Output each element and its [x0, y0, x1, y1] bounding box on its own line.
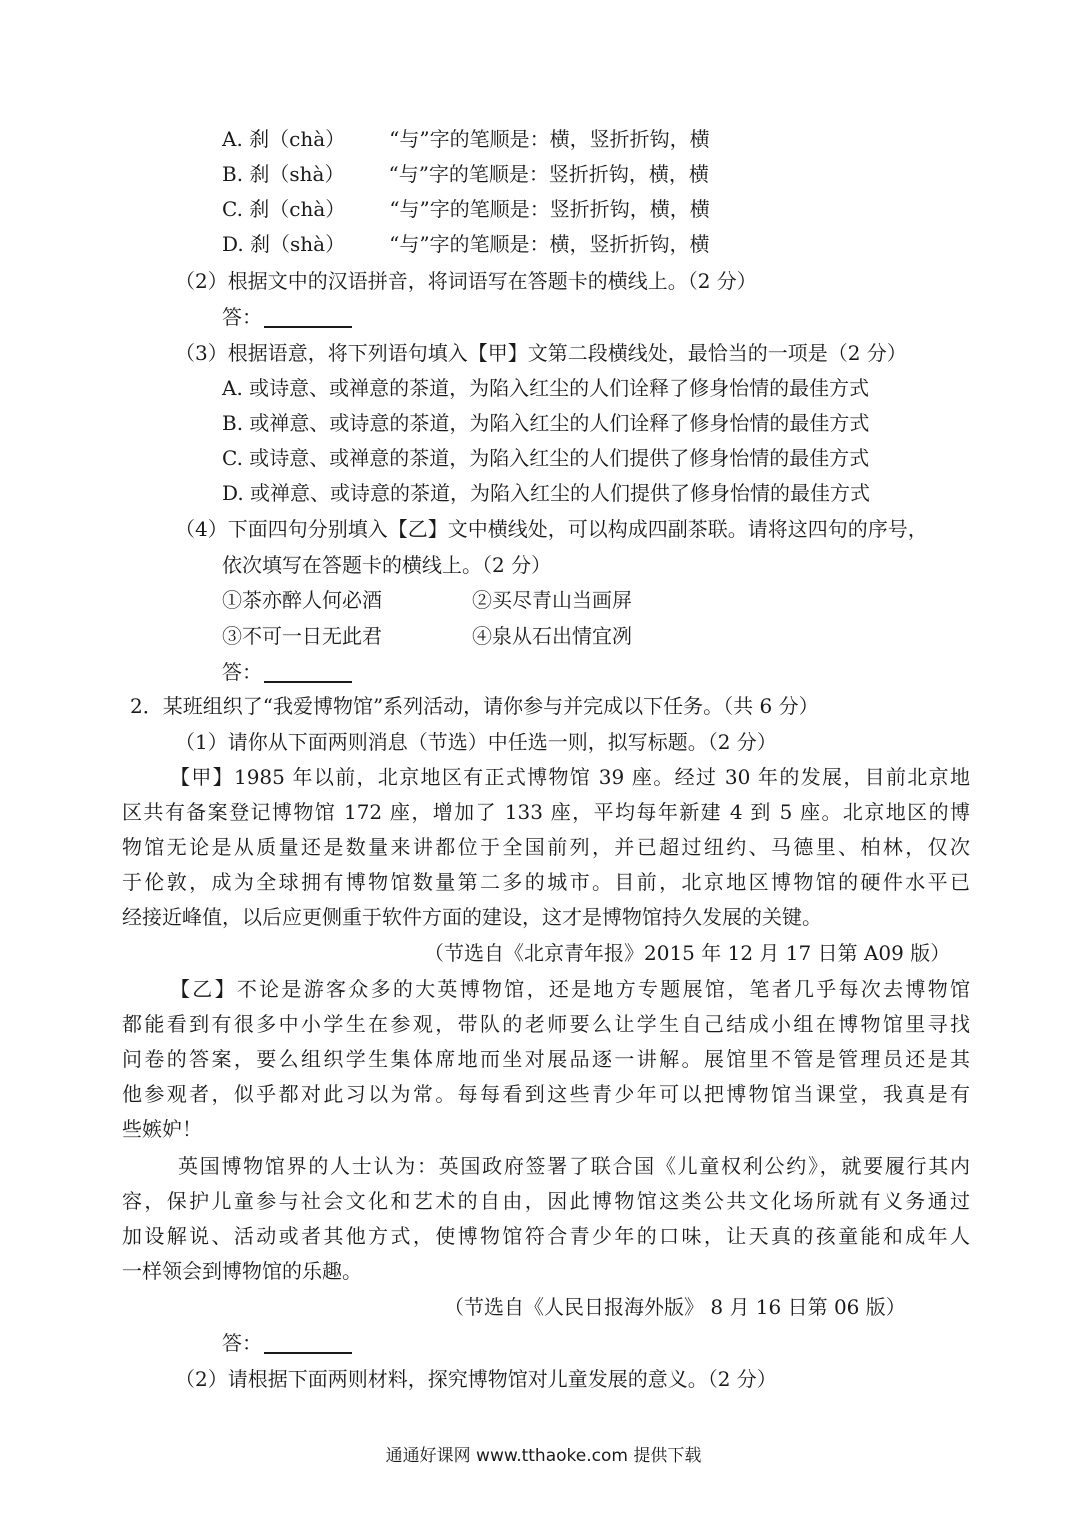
yi-paragraph-line: 都能看到有很多中小学生在参观，带队的老师要么让学生自己结成小组在博物馆里寻找: [122, 1012, 970, 1036]
couplet-row-2: ③不可一日无此君 ④泉从石出情宜冽: [222, 624, 632, 648]
q2-1-prompt: （1）请你从下面两则消息（节选）中任选一则，拟写标题。（2 分）: [175, 730, 777, 754]
q1-option-d: D. 刹（shà） “与”字的笔顺是：横，竖折折钩，横: [222, 232, 710, 256]
q2-prompt: 2．某班组织了“我爱博物馆”系列活动，请你参与并完成以下任务。（共 6 分）: [130, 694, 819, 718]
answer-blank[interactable]: [264, 661, 352, 683]
jia-paragraph-line: 物馆无论是从质量还是数量来讲都位于全国前列，并已超过纽约、马德里、柏林，仅次: [122, 835, 970, 859]
jia-paragraph-line: 区共有备案登记博物馆 172 座，增加了 133 座，平均每年新建 4 到 5 座。北京地区的博: [122, 800, 970, 824]
answer-blank[interactable]: [264, 1332, 352, 1354]
jia-paragraph-line: 于伦敦，成为全球拥有博物馆数量第二多的城市。目前，北京地区博物馆的硬件水平已: [122, 870, 970, 894]
q1-option-c: C. 刹（chà） “与”字的笔顺是：竖折折钩，横，横: [222, 197, 710, 221]
jia-paragraph-line: 【甲】1985 年以前，北京地区有正式博物馆 39 座。经过 30 年的发展，目前北京地: [170, 765, 970, 789]
yi-paragraph-line: 问卷的答案，要么组织学生集体席地而坐对展品逐一讲解。展馆里不管是管理员还是其: [122, 1047, 970, 1071]
answer-line-1[interactable]: 答：: [222, 305, 352, 329]
answer-line-2[interactable]: 答：: [222, 660, 352, 684]
q1-4-prompt: （4）下面四句分别填入【乙】文中横线处，可以构成四副茶联。请将这四句的序号，: [175, 517, 928, 541]
couplet-row-1: ①茶亦醉人何必酒 ②买尽青山当画屏: [222, 588, 632, 612]
page-footer: 通通好课网 www.tthaoke.com 提供下载: [385, 1446, 702, 1466]
q1-3-option-c: C. 或诗意、或禅意的茶道，为陷入红尘的人们提供了修身怡情的最佳方式: [222, 446, 870, 470]
q1-3-option-b: B. 或禅意、或诗意的茶道，为陷入红尘的人们诠释了修身怡情的最佳方式: [222, 411, 870, 435]
q1-2-prompt: （2）根据文中的汉语拼音，将词语写在答题卡的横线上。（2 分）: [175, 269, 757, 293]
yi-source: （节选自《人民日报海外版》 8 月 16 日第 06 版）: [444, 1295, 906, 1319]
yi-paragraph-line: 他参观者，似乎都对此习以为常。每每看到这些青少年可以把博物馆当课堂，我真是有: [122, 1082, 970, 1106]
q1-option-a: A. 刹（chà） “与”字的笔顺是：横，竖折折钩，横: [222, 127, 710, 151]
yi2-paragraph-line: 加设解说、活动或者其他方式，使博物馆符合青少年的口味，让天真的孩童能和成年人: [122, 1224, 970, 1248]
yi2-paragraph-line: 一样领会到博物馆的乐趣。: [122, 1259, 362, 1283]
yi-paragraph-line: 【乙】不论是游客众多的大英博物馆，还是地方专题展馆，笔者几乎每次去博物馆: [170, 977, 970, 1001]
jia-source: （节选自《北京青年报》2015 年 12 月 17 日第 A09 版）: [424, 941, 951, 965]
q1-3-option-d: D. 或禅意、或诗意的茶道，为陷入红尘的人们提供了修身怡情的最佳方式: [222, 481, 871, 505]
answer-blank[interactable]: [264, 306, 352, 328]
q1-option-b: B. 刹（shà） “与”字的笔顺是：竖折折钩，横，横: [222, 162, 709, 186]
q1-3-option-a: A. 或诗意、或禅意的茶道，为陷入红尘的人们诠释了修身怡情的最佳方式: [222, 376, 870, 400]
q1-4-prompt-cont: 依次填写在答题卡的横线上。（2 分）: [222, 553, 552, 577]
yi2-paragraph-line: 英国博物馆界的人士认为：英国政府签署了联合国《儿童权利公约》，就要履行其内: [178, 1154, 970, 1178]
jia-paragraph-line: 经接近峰值，以后应更侧重于软件方面的建设，这才是博物馆持久发展的关键。: [122, 905, 822, 929]
q2-2-prompt: （2）请根据下面两则材料，探究博物馆对儿童发展的意义。（2 分）: [175, 1367, 777, 1391]
yi2-paragraph-line: 容，保护儿童参与社会文化和艺术的自由，因此博物馆这类公共文化场所就有义务通过: [122, 1189, 970, 1213]
yi-paragraph-line: 些嫉妒！: [122, 1117, 202, 1141]
q1-3-prompt: （3）根据语意，将下列语句填入【甲】文第二段横线处，最恰当的一项是（2 分）: [175, 341, 907, 365]
answer-line-3[interactable]: 答：: [222, 1331, 352, 1355]
